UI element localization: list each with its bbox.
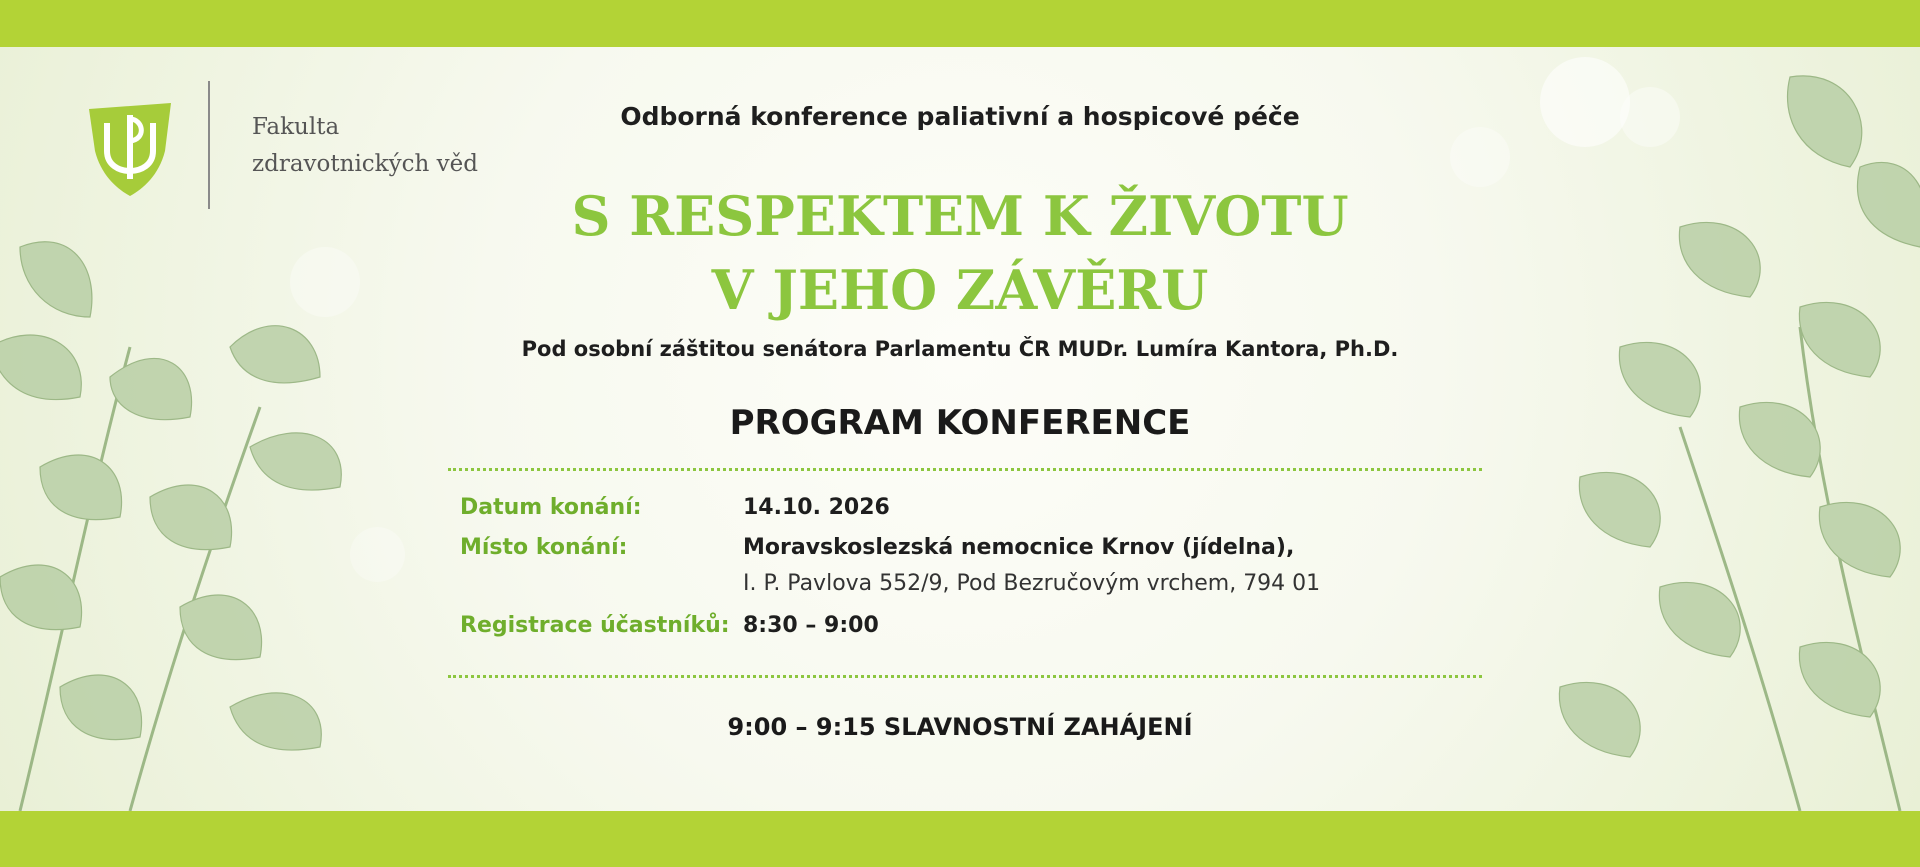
faculty-line2: zdravotnických věd [252,151,478,177]
program-heading: PROGRAM KONFERENCE [729,403,1191,443]
detail-value: 14.10. 2026 [743,495,890,520]
detail-label: Datum konání: [460,495,642,520]
detail-label: Místo konání: [460,535,628,560]
conference-subtitle: Odborná konference paliativní a hospicové péče [620,102,1300,131]
program-session: 9:00 – 9:15 SLAVNOSTNÍ ZAHÁJENÍ [727,713,1193,741]
title-line2: V JEHO ZÁVĚRU [711,258,1209,322]
detail-value-address: I. P. Pavlova 552/9, Pod Bezručovým vrchem, 794 01 [743,571,1321,596]
right-leaves-illustration [1500,47,1920,811]
faculty-line1: Fakulta [252,114,340,140]
detail-value: Moravskoslezská nemocnice Krnov (jídelna), [743,535,1295,560]
dotted-divider [448,468,1482,471]
conference-title [430,179,1490,327]
patronage-note: Pod osobní záštitou senátora Parlamentu ČR MUDr. Lumíra Kantora, Ph.D. [521,337,1399,361]
university-shield-logo-icon [85,101,175,197]
dotted-divider [448,675,1482,678]
title-line1: S RESPEKTEM K ŽIVOTU [571,184,1349,248]
top-accent-bar [0,0,1920,47]
bottom-accent-bar [0,811,1920,867]
logo-divider [208,81,210,209]
detail-value: 8:30 – 9:00 [743,613,879,638]
detail-label: Registrace účastníků: [460,613,730,638]
poster-canvas [0,47,1920,811]
